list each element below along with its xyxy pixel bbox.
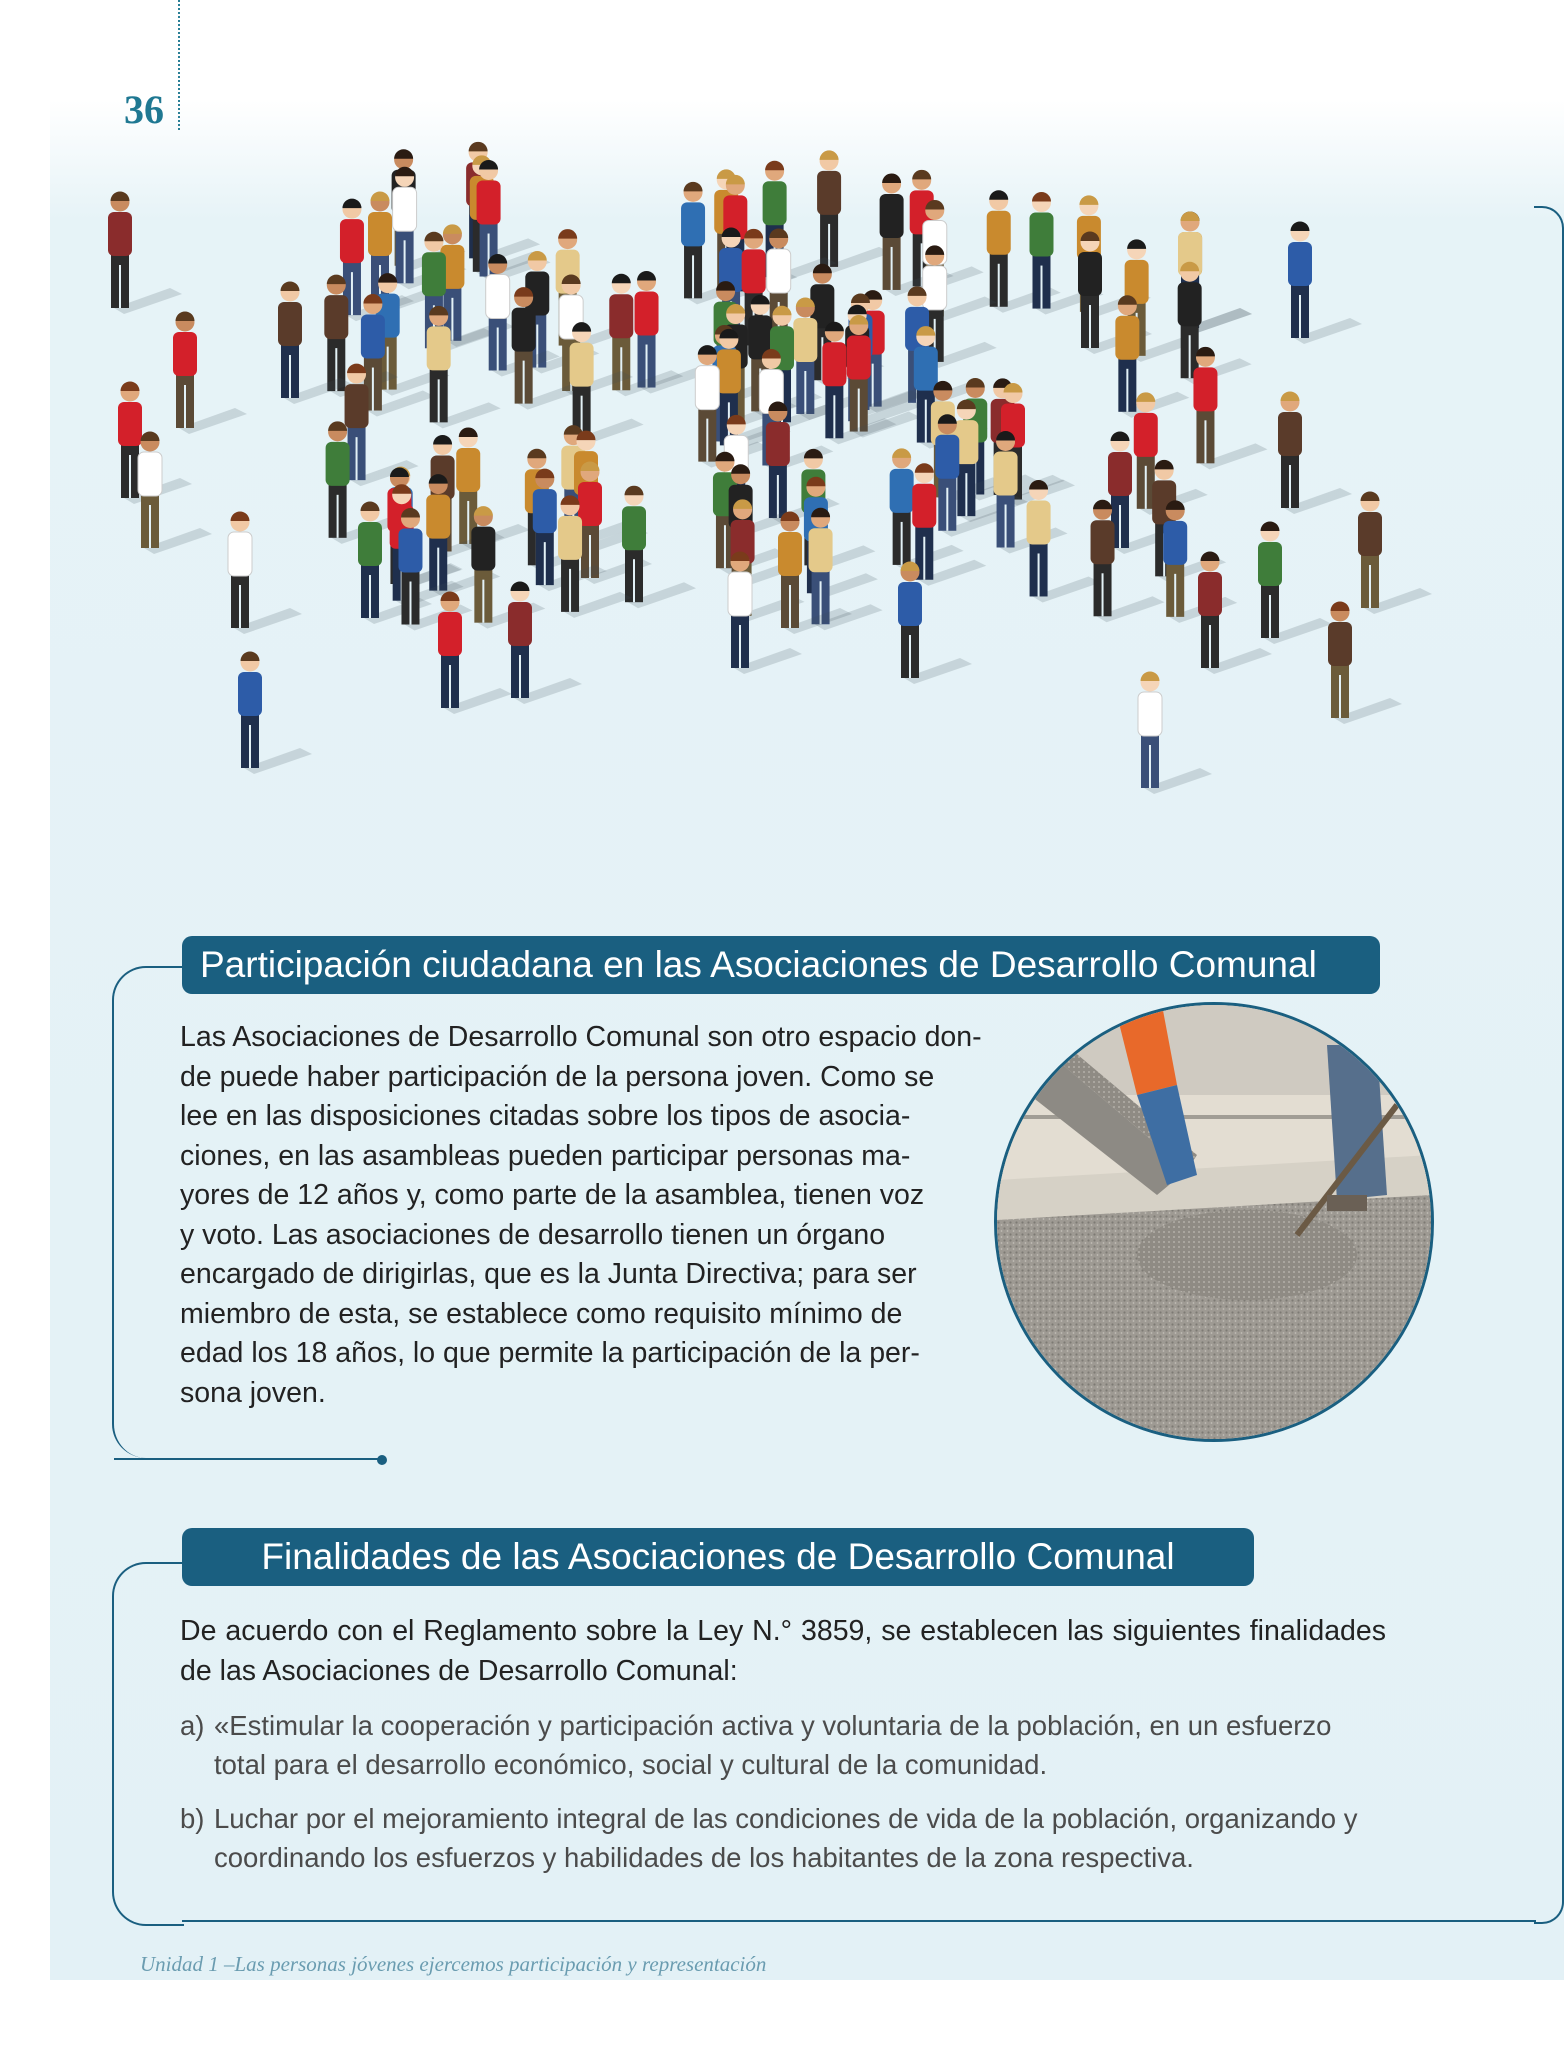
list-marker: b) [180,1803,205,1834]
section1-title: Participación ciudadana en las Asociaciones de Desarrollo Comunal [182,936,1380,994]
crowd-person [1278,392,1352,515]
crowd-person [1288,222,1362,345]
paragraph-line: de puede haber participación de la persona joven. Como se [180,1060,935,1093]
paragraph-line: lee en las disposiciones citadas sobre los tipos de asocia- [180,1100,911,1132]
crowd-person [173,312,247,435]
crowd-person [1358,492,1432,615]
paragraph-line: encargado de dirigirlas, que es la Junta Directiva; para ser [180,1258,917,1290]
section1-frame-dot [377,1455,387,1465]
dotted-rule [178,0,180,130]
page-number: 36 [124,87,164,132]
list-item [180,1799,1386,1877]
list-item-text: Luchar por el mejoramiento integral de las condiciones de vida de la población, organizando y coordinando los esfuerzos y habilidades de los habitantes de la zona respectiva. [214,1803,1358,1873]
crowd-person [1328,602,1402,725]
section-frame-right [1534,206,1564,1924]
list-item-text: «Estimular la cooperación y participación activa y voluntaria de la población, en un esfuerzo total para el desarrollo económico, social y cultural de la comunidad. [214,1710,1332,1780]
crowd-person [1138,672,1212,795]
section2-frame [112,1562,184,1926]
crowd-person [1258,522,1332,645]
paragraph-line: yores de 12 años y, como parte de la asamblea, tienen voz [180,1179,925,1211]
crowd-illustration [90,130,1470,930]
section1-frame-bottom [114,1458,384,1460]
crowd-person [228,512,302,635]
paragraph-line: edad los 18 años, lo que permite la participación de la per- [180,1337,920,1369]
crowd-person [138,432,212,555]
list-marker: a) [180,1710,205,1741]
crowd-person [622,486,696,609]
section2-intro: De acuerdo con el Reglamento sobre la Ley N.° 3859, se establecen las siguientes finalidades de las Asociaciones de Desarrollo Comunal: [180,1615,1386,1687]
crowd-person [108,192,182,314]
crowd-person [1027,480,1101,602]
paragraph-line: sona joven. [180,1376,326,1409]
paragraph-line: y voto. Las asociaciones de desarrollo tienen un órgano [180,1218,886,1251]
finalidades-list [180,1706,1386,1892]
section1-paragraph [180,1018,1050,1413]
paragraph-line: Las Asociaciones de Desarrollo Comunal son otro espacio don- [180,1021,982,1053]
concrete-pouring-photo [994,1002,1434,1442]
paragraph-line: ciones, en las asambleas pueden participar personas ma- [180,1139,911,1172]
section2-frame-bottom [182,1920,1536,1922]
crowd-person [238,652,312,775]
paragraph-line: miembro de esta, se establece como requisito mínimo de [180,1297,903,1330]
section2-title: Finalidades de las Asociaciones de Desarrollo Comunal [182,1528,1254,1586]
list-item [180,1706,1386,1784]
page-footer: Unidad 1 –Las personas jóvenes ejercemos participación y representación [140,1952,767,1976]
section1-frame [112,966,182,1458]
